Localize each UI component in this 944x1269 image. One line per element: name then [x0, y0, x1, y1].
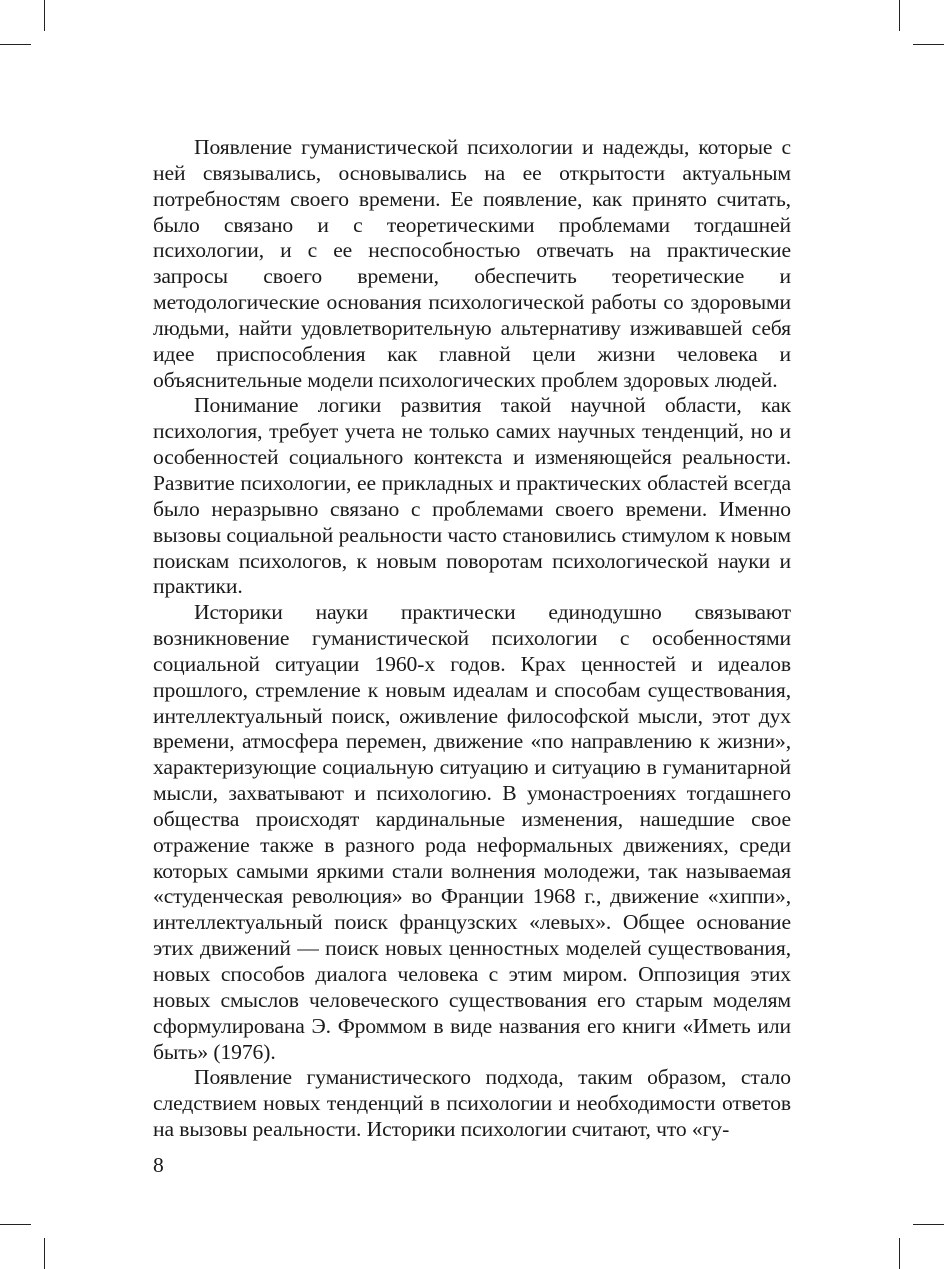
crop-mark-bottom-right-horizontal: [913, 1224, 944, 1225]
paragraph: Появление гуманистического подхода, таким образом, стало следствием новых тенденций в психологии и необходимости ответов на вызовы реальности. Историки психологии считают, что «гу-: [153, 1065, 791, 1142]
crop-mark-bottom-left-vertical: [44, 1238, 45, 1269]
crop-mark-bottom-left-horizontal: [0, 1224, 31, 1225]
paragraph: Появление гуманистической психологии и надежды, которые с ней связывались, основывались на ее открытости актуальным потребностям своего времени. Ее появление, как принято считать, было связано и с теоретическими проблемами тогдашней психологии, и с ее неспособностью отвечать на практические запросы своего времени, обеспечить теоретические и методологические основания психологической работы со здоровыми людьми, найти удовлетворительную альтернативу изживавшей себя идее приспособления как главной цели жизни человека и объяснительные модели психологических проблем здоровых людей.: [153, 135, 791, 392]
crop-mark-top-left-vertical: [44, 0, 45, 31]
paragraph: Историки науки практически единодушно связывают возникновение гуманистической психологии с особенностями социальной ситуации 1960-х годов. Крах ценностей и идеалов прошлого, стремление к новым идеалам и способам существования, интеллектуальный поиск, оживление философской мысли, этот дух времени, атмосфера перемен, движение «по направлению к жизни», характеризующие социальную ситуацию и ситуацию в гуманитарной мысли, захватывают и психологию. В умонастроениях тогдашнего общества происходят кардинальные изменения, нашедшие свое отражение также в разного рода неформальных движениях, среди которых самыми яркими стали волнения молодежи, так называемая «студенческая революция» во Франции 1968 г., движение «хиппи», интеллектуальный поиск французских «левых». Общее основание этих движений — поиск новых ценностных моделей существования, новых способов диалога человека с этим миром. Оппозиция этих новых смыслов человеческого существования его старым моделям сформулирована Э. Фроммом в виде названия его книги «Иметь или быть» (1976).: [153, 600, 791, 1064]
crop-mark-top-left-horizontal: [0, 44, 31, 45]
page-number: 8: [153, 1153, 164, 1177]
body-text: [153, 135, 791, 1143]
crop-mark-top-right-horizontal: [913, 44, 944, 45]
crop-mark-bottom-right-vertical: [899, 1238, 900, 1269]
paragraph: Понимание логики развития такой научной области, как психология, требует учета не только самих научных тенденций, но и особенностей социального контекста и изменяющейся реальности. Развитие психологии, ее прикладных и практических областей всегда было неразрывно связано с проблемами своего времени. Именно вызовы социальной реальности часто становились стимулом к новым поискам психологов, к новым поворотам психологической науки и практики.: [153, 393, 791, 599]
crop-mark-top-right-vertical: [899, 0, 900, 31]
